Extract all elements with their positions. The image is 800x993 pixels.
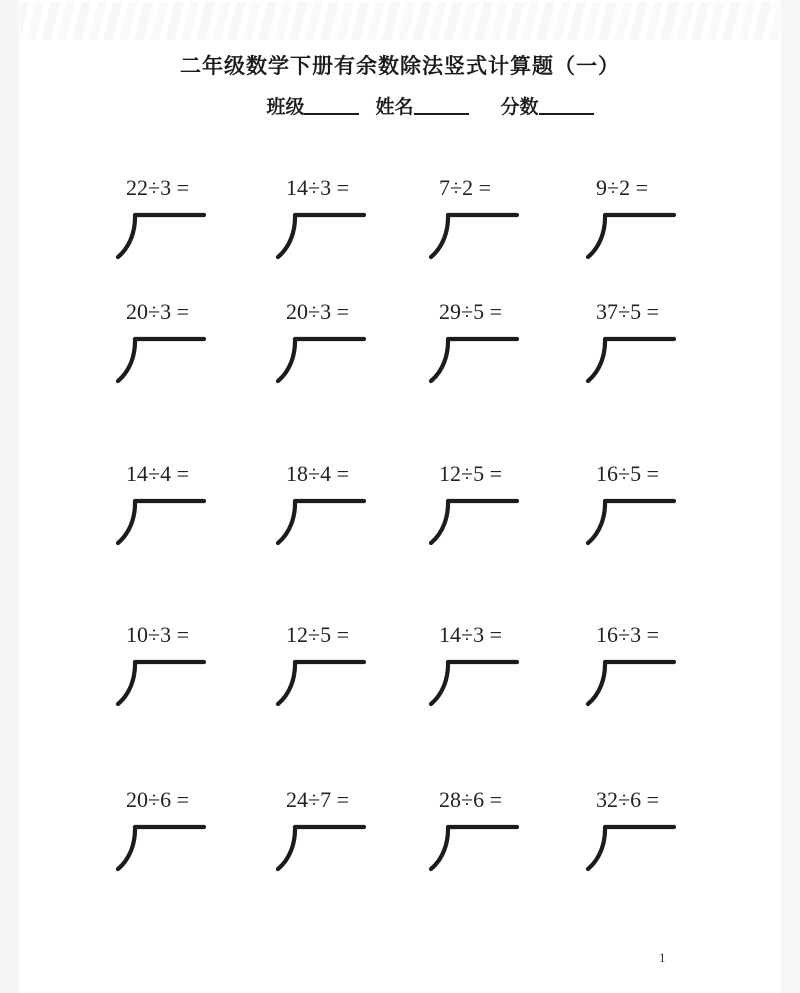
photo-edge-left (0, 0, 19, 993)
class-label: 班级 (266, 97, 305, 118)
long-division-bracket-icon (114, 335, 206, 385)
photo-edge-right (781, 0, 800, 993)
long-division-bracket-icon (584, 497, 676, 547)
name-label: 姓名 (375, 97, 414, 118)
problem-expression: 14÷3 = (439, 622, 502, 647)
worksheet-title: 二年级数学下册有余数除法竖式计算题（一） (180, 55, 620, 78)
name-blank-line (414, 97, 469, 115)
student-info-line (0, 92, 800, 119)
division-problem (582, 788, 742, 918)
problem-expression: 20÷3 = (286, 299, 349, 324)
division-problem (112, 300, 272, 462)
division-problem (582, 623, 742, 788)
long-division-bracket-icon (114, 658, 206, 708)
long-division-bracket-icon (114, 823, 206, 873)
long-division-bracket-icon (584, 823, 676, 873)
division-problem (425, 176, 582, 300)
division-problem (582, 300, 742, 462)
division-problem (425, 300, 582, 462)
long-division-bracket-icon (584, 335, 676, 385)
class-blank-line (304, 97, 359, 115)
problem-expression: 7÷2 = (439, 175, 491, 200)
division-problem (272, 176, 425, 300)
problem-expression: 9÷2 = (596, 175, 648, 200)
score-blank-line (539, 97, 594, 115)
problem-expression: 14÷4 = (126, 461, 189, 486)
division-problem (112, 462, 272, 623)
problem-expression: 12÷5 = (286, 622, 349, 647)
division-problem (425, 623, 582, 788)
long-division-bracket-icon (584, 658, 676, 708)
problem-expression: 32÷6 = (596, 787, 659, 812)
long-division-bracket-icon (114, 211, 206, 261)
division-problem (112, 623, 272, 788)
division-problem (112, 788, 272, 918)
problem-expression: 14÷3 = (286, 175, 349, 200)
problem-expression: 29÷5 = (439, 299, 502, 324)
problem-expression: 16÷3 = (596, 622, 659, 647)
long-division-bracket-icon (427, 658, 519, 708)
long-division-bracket-icon (427, 823, 519, 873)
problem-expression: 22÷3 = (126, 175, 189, 200)
division-problem (425, 788, 582, 918)
long-division-bracket-icon (274, 335, 366, 385)
top-watermark-band (20, 2, 780, 40)
long-division-bracket-icon (427, 335, 519, 385)
long-division-bracket-icon (427, 497, 519, 547)
division-problem (112, 176, 272, 300)
division-problem (272, 788, 425, 918)
long-division-bracket-icon (274, 823, 366, 873)
score-label: 分数 (500, 97, 539, 118)
long-division-bracket-icon (274, 211, 366, 261)
problem-expression: 20÷6 = (126, 787, 189, 812)
division-problem (272, 462, 425, 623)
long-division-bracket-icon (274, 497, 366, 547)
problems-grid (112, 176, 742, 918)
division-problem (582, 462, 742, 623)
problem-expression: 18÷4 = (286, 461, 349, 486)
problem-expression: 10÷3 = (126, 622, 189, 647)
problem-expression: 20÷3 = (126, 299, 189, 324)
long-division-bracket-icon (584, 211, 676, 261)
long-division-bracket-icon (114, 497, 206, 547)
problem-expression: 28÷6 = (439, 787, 502, 812)
long-division-bracket-icon (274, 658, 366, 708)
division-problem (272, 623, 425, 788)
division-problem (272, 300, 425, 462)
division-problem (582, 176, 742, 300)
problem-expression: 12÷5 = (439, 461, 502, 486)
long-division-bracket-icon (427, 211, 519, 261)
problem-expression: 24÷7 = (286, 787, 349, 812)
problem-expression: 37÷5 = (596, 299, 659, 324)
division-problem (425, 462, 582, 623)
problem-expression: 16÷5 = (596, 461, 659, 486)
page-number: 1 (659, 950, 666, 965)
